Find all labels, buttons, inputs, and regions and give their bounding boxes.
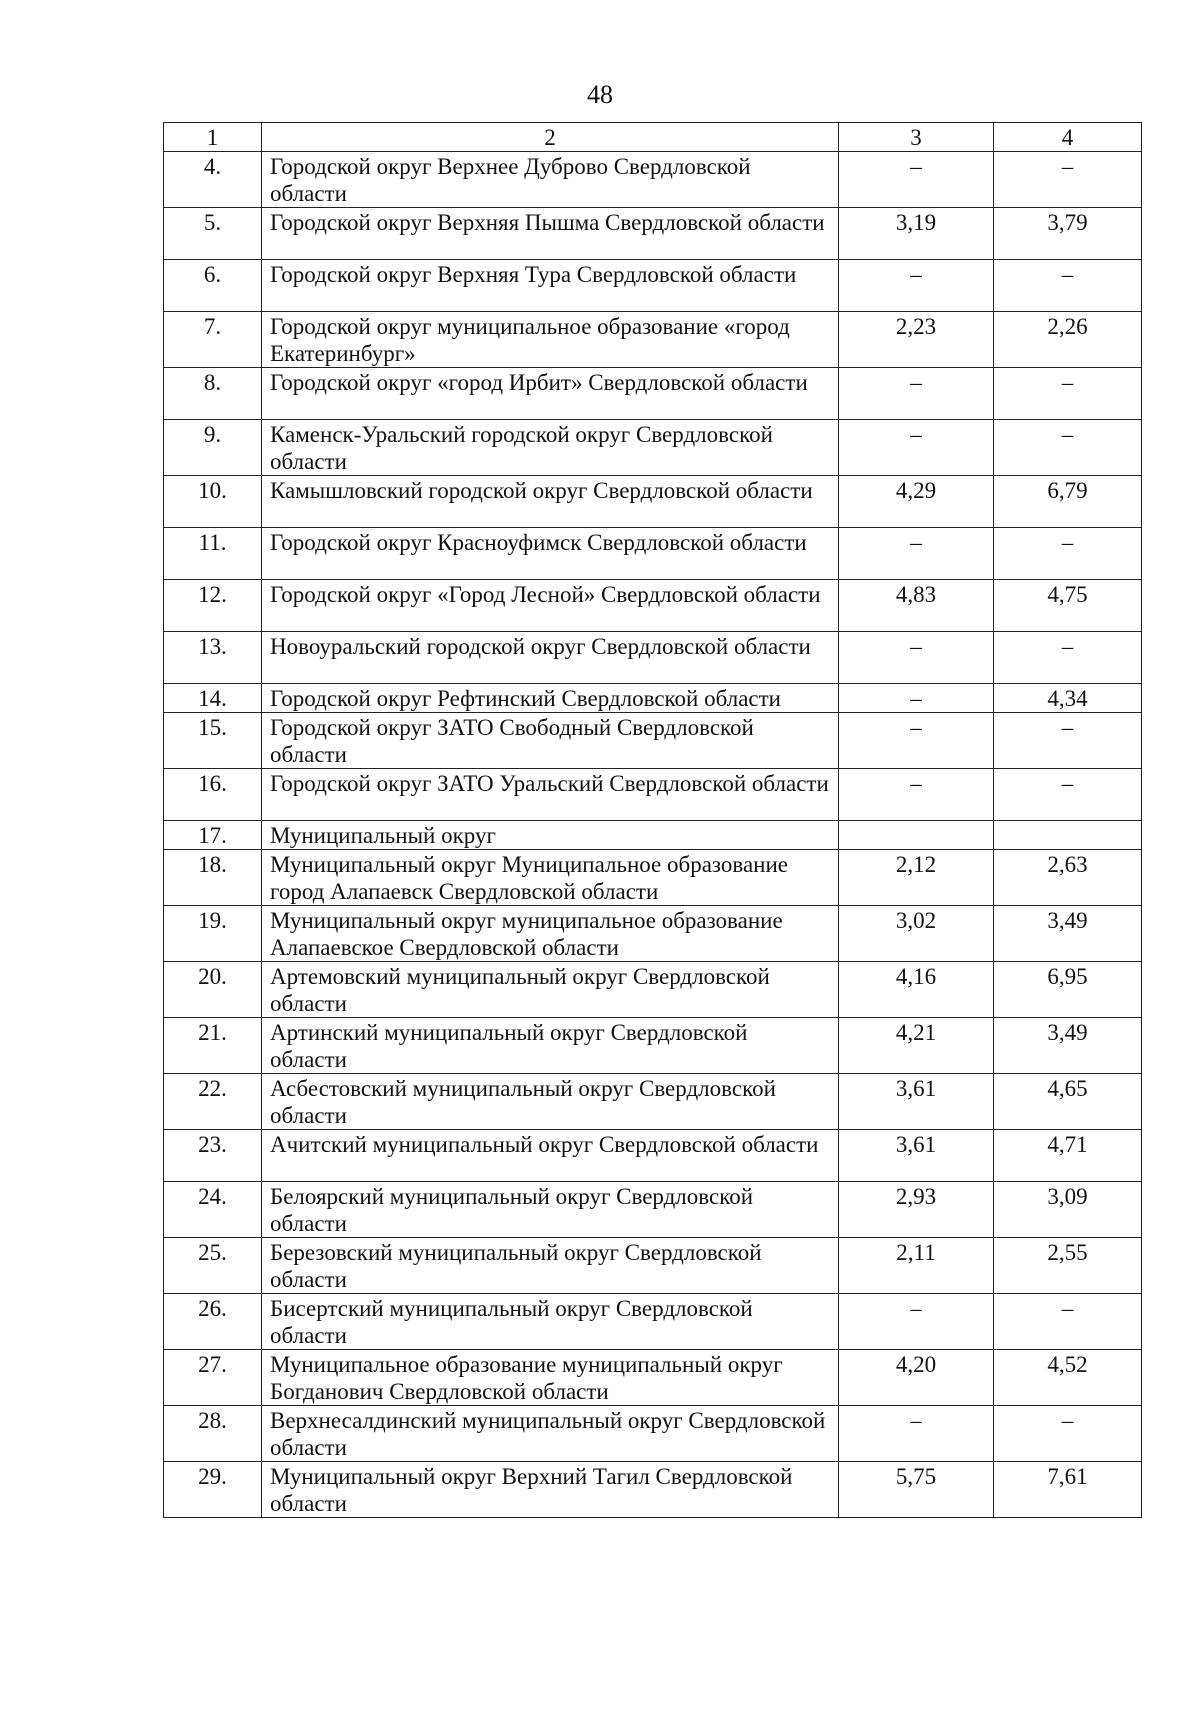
municipality-name-cell: Городской округ ЗАТО Уральский Свердловской области bbox=[262, 769, 839, 821]
row-number-cell: 29. bbox=[164, 1462, 262, 1518]
row-number-cell: 7. bbox=[164, 312, 262, 368]
municipality-name-cell: Городской округ Рефтинский Свердловской области bbox=[262, 684, 839, 713]
row-number-cell: 13. bbox=[164, 632, 262, 684]
row-number-cell: 26. bbox=[164, 1294, 262, 1350]
municipality-name-cell: Березовский муниципальный округ Свердловской области bbox=[262, 1238, 839, 1294]
row-number-cell: 24. bbox=[164, 1182, 262, 1238]
table-row bbox=[164, 1018, 1142, 1074]
column-header-3: 3 bbox=[839, 123, 994, 152]
municipality-name-cell: Городской округ Верхнее Дуброво Свердловской области bbox=[262, 152, 839, 208]
table-row bbox=[164, 1238, 1142, 1294]
municipality-name-cell: Артинский муниципальный округ Свердловской области bbox=[262, 1018, 839, 1074]
table-row bbox=[164, 1462, 1142, 1518]
table-row bbox=[164, 208, 1142, 260]
row-number-cell: 10. bbox=[164, 476, 262, 528]
value-cell-col4: 3,09 bbox=[994, 1182, 1142, 1238]
row-number-cell: 15. bbox=[164, 713, 262, 769]
value-cell-col3: – bbox=[839, 1406, 994, 1462]
column-header-2: 2 bbox=[262, 123, 839, 152]
value-cell-col4: 3,79 bbox=[994, 208, 1142, 260]
value-cell-col4: 2,26 bbox=[994, 312, 1142, 368]
value-cell-col4: 4,52 bbox=[994, 1350, 1142, 1406]
value-cell-col3: 4,21 bbox=[839, 1018, 994, 1074]
value-cell-col3: 4,16 bbox=[839, 962, 994, 1018]
municipality-name-cell: Городской округ ЗАТО Свободный Свердловской области bbox=[262, 713, 839, 769]
value-cell-col4: 3,49 bbox=[994, 1018, 1142, 1074]
municipality-name-cell: Городской округ муниципальное образование «город Екатеринбург» bbox=[262, 312, 839, 368]
value-cell-col4: – bbox=[994, 368, 1142, 420]
value-cell-col3: 4,83 bbox=[839, 580, 994, 632]
municipality-name-cell: Новоуральский городской округ Свердловской области bbox=[262, 632, 839, 684]
table-row bbox=[164, 684, 1142, 713]
value-cell-col3: 4,29 bbox=[839, 476, 994, 528]
value-cell-col3: – bbox=[839, 684, 994, 713]
row-number-cell: 28. bbox=[164, 1406, 262, 1462]
value-cell-col3: – bbox=[839, 528, 994, 580]
table-row bbox=[164, 850, 1142, 906]
table-row bbox=[164, 368, 1142, 420]
row-number-cell: 23. bbox=[164, 1130, 262, 1182]
municipality-name-cell: Городской округ «город Ирбит» Свердловской области bbox=[262, 368, 839, 420]
row-number-cell: 11. bbox=[164, 528, 262, 580]
value-cell-col4: – bbox=[994, 260, 1142, 312]
table-row bbox=[164, 528, 1142, 580]
value-cell-col3: – bbox=[839, 1294, 994, 1350]
row-number-cell: 25. bbox=[164, 1238, 262, 1294]
row-number-cell: 4. bbox=[164, 152, 262, 208]
value-cell-col3: – bbox=[839, 769, 994, 821]
municipality-name-cell: Муниципальный округ муниципальное образование Алапаевское Свердловской области bbox=[262, 906, 839, 962]
table-row bbox=[164, 906, 1142, 962]
row-number-cell: 9. bbox=[164, 420, 262, 476]
value-cell-col4: 2,55 bbox=[994, 1238, 1142, 1294]
value-cell-col4: – bbox=[994, 769, 1142, 821]
value-cell-col3: 2,93 bbox=[839, 1182, 994, 1238]
municipality-name-cell: Городской округ Красноуфимск Свердловской области bbox=[262, 528, 839, 580]
value-cell-col3: 5,75 bbox=[839, 1462, 994, 1518]
value-cell-col4: 4,75 bbox=[994, 580, 1142, 632]
municipality-name-cell: Каменск-Уральский городской округ Свердловской области bbox=[262, 420, 839, 476]
value-cell-col4: 7,61 bbox=[994, 1462, 1142, 1518]
municipality-name-cell: Городской округ «Город Лесной» Свердловской области bbox=[262, 580, 839, 632]
municipality-name-cell: Камышловский городской округ Свердловской области bbox=[262, 476, 839, 528]
value-cell-col3: – bbox=[839, 260, 994, 312]
table-row bbox=[164, 580, 1142, 632]
value-cell-col4: – bbox=[994, 152, 1142, 208]
value-cell-col3: – bbox=[839, 632, 994, 684]
row-number-cell: 20. bbox=[164, 962, 262, 1018]
table-row bbox=[164, 1294, 1142, 1350]
row-number-cell: 21. bbox=[164, 1018, 262, 1074]
row-number-cell: 16. bbox=[164, 769, 262, 821]
value-cell-col3: – bbox=[839, 152, 994, 208]
value-cell-col3: 3,02 bbox=[839, 906, 994, 962]
municipality-name-cell: Бисертский муниципальный округ Свердловской области bbox=[262, 1294, 839, 1350]
data-table bbox=[163, 122, 1142, 1518]
table-row bbox=[164, 1130, 1142, 1182]
value-cell-col4: 3,49 bbox=[994, 906, 1142, 962]
table-row bbox=[164, 1406, 1142, 1462]
table-row bbox=[164, 1350, 1142, 1406]
value-cell-col4: – bbox=[994, 420, 1142, 476]
table-row bbox=[164, 152, 1142, 208]
column-header-4: 4 bbox=[994, 123, 1142, 152]
value-cell-col3: 3,61 bbox=[839, 1130, 994, 1182]
municipality-name-cell: Артемовский муниципальный округ Свердловской области bbox=[262, 962, 839, 1018]
row-number-cell: 17. bbox=[164, 821, 262, 850]
row-number-cell: 22. bbox=[164, 1074, 262, 1130]
table-row bbox=[164, 260, 1142, 312]
table-row bbox=[164, 713, 1142, 769]
table-row bbox=[164, 821, 1142, 850]
municipality-name-cell: Белоярский муниципальный округ Свердловской области bbox=[262, 1182, 839, 1238]
value-cell-col3: 2,23 bbox=[839, 312, 994, 368]
table-row bbox=[164, 476, 1142, 528]
table-row bbox=[164, 312, 1142, 368]
value-cell-col4 bbox=[994, 821, 1142, 850]
value-cell-col4: 6,95 bbox=[994, 962, 1142, 1018]
municipality-name-cell: Асбестовский муниципальный округ Свердловской области bbox=[262, 1074, 839, 1130]
value-cell-col3: 3,19 bbox=[839, 208, 994, 260]
row-number-cell: 14. bbox=[164, 684, 262, 713]
municipality-name-cell: Муниципальный округ bbox=[262, 821, 839, 850]
value-cell-col3: – bbox=[839, 713, 994, 769]
value-cell-col4: 2,63 bbox=[994, 850, 1142, 906]
row-number-cell: 19. bbox=[164, 906, 262, 962]
table-row bbox=[164, 769, 1142, 821]
value-cell-col4: – bbox=[994, 1406, 1142, 1462]
row-number-cell: 18. bbox=[164, 850, 262, 906]
page-number: 48 bbox=[587, 80, 613, 109]
value-cell-col4: – bbox=[994, 713, 1142, 769]
municipality-name-cell: Городской округ Верхняя Тура Свердловской области bbox=[262, 260, 839, 312]
value-cell-col4: 4,34 bbox=[994, 684, 1142, 713]
value-cell-col3: 2,11 bbox=[839, 1238, 994, 1294]
value-cell-col3: 4,20 bbox=[839, 1350, 994, 1406]
value-cell-col4: 4,65 bbox=[994, 1074, 1142, 1130]
row-number-cell: 12. bbox=[164, 580, 262, 632]
table-row bbox=[164, 1182, 1142, 1238]
row-number-cell: 8. bbox=[164, 368, 262, 420]
value-cell-col4: 6,79 bbox=[994, 476, 1142, 528]
row-number-cell: 6. bbox=[164, 260, 262, 312]
value-cell-col4: 4,71 bbox=[994, 1130, 1142, 1182]
value-cell-col3: 3,61 bbox=[839, 1074, 994, 1130]
value-cell-col3 bbox=[839, 821, 994, 850]
table-row bbox=[164, 1074, 1142, 1130]
value-cell-col4: – bbox=[994, 1294, 1142, 1350]
municipality-name-cell: Муниципальный округ Верхний Тагил Свердловской области bbox=[262, 1462, 839, 1518]
row-number-cell: 5. bbox=[164, 208, 262, 260]
value-cell-col4: – bbox=[994, 528, 1142, 580]
table-row bbox=[164, 420, 1142, 476]
table-header-row bbox=[164, 123, 1142, 152]
value-cell-col3: 2,12 bbox=[839, 850, 994, 906]
row-number-cell: 27. bbox=[164, 1350, 262, 1406]
table-row bbox=[164, 632, 1142, 684]
municipality-name-cell: Городской округ Верхняя Пышма Свердловской области bbox=[262, 208, 839, 260]
value-cell-col4: – bbox=[994, 632, 1142, 684]
value-cell-col3: – bbox=[839, 420, 994, 476]
municipality-name-cell: Ачитский муниципальный округ Свердловской области bbox=[262, 1130, 839, 1182]
value-cell-col3: – bbox=[839, 368, 994, 420]
table-body bbox=[164, 152, 1142, 1518]
municipality-name-cell: Муниципальное образование муниципальный округ Богданович Свердловской области bbox=[262, 1350, 839, 1406]
municipality-name-cell: Муниципальный округ Муниципальное образование город Алапаевск Свердловской области bbox=[262, 850, 839, 906]
column-header-1: 1 bbox=[164, 123, 262, 152]
table-row bbox=[164, 962, 1142, 1018]
municipality-name-cell: Верхнесалдинский муниципальный округ Свердловской области bbox=[262, 1406, 839, 1462]
